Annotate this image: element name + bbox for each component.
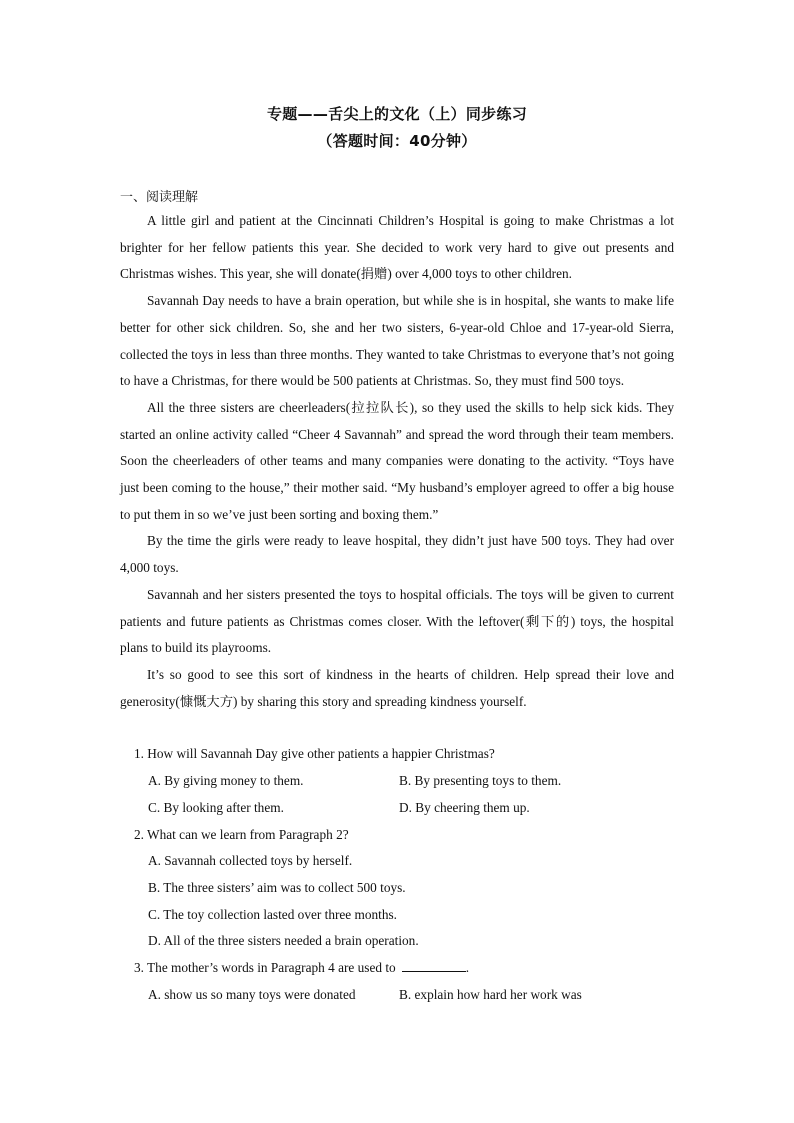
question-2-stem: 2. What can we learn from Paragraph 2? <box>134 827 349 842</box>
question-3-stem-text: 3. The mother’s words in Paragraph 4 are used to <box>134 960 396 975</box>
question-3-option-a: A. show us so many toys were donated <box>148 987 356 1002</box>
reading-passage <box>120 208 674 715</box>
question-1-option-a: A. By giving money to them. <box>148 773 304 788</box>
passage-paragraph: It’s so good to see this sort of kindness in the hearts of children. Help spread their love and generosity(慷慨大方) by sharing this story and spreading kindness yourself. <box>120 666 674 709</box>
question-3-stem <box>134 958 469 978</box>
section-heading: 一、阅读理解 <box>120 190 199 205</box>
question-1-option-c: C. By looking after them. <box>148 800 284 815</box>
question-2-option-a: A. Savannah collected toys by herself. <box>148 853 353 868</box>
question-2-option-c: C. The toy collection lasted over three months. <box>148 907 398 922</box>
document-title: 专题——舌尖上的文化（上）同步练习 <box>266 105 528 123</box>
passage-paragraph: Savannah Day needs to have a brain operation, but while she is in hospital, she wants to make life better for other sick children. So, she and her two sisters, 6-year-old Chloe and 17-year-old Sierra, collected the toys in less than three months. They wanted to take Christmas to everyone that’s not going to have a Christmas, for there would be 500 patients at Christmas. So, they must find 500 toys. <box>120 293 674 389</box>
time-limit-subtitle: （答题时间：40分钟） <box>317 132 477 150</box>
passage-paragraph: By the time the girls were ready to leave hospital, they didn’t just have 500 toys. They had over 4,000 toys. <box>120 533 674 576</box>
passage-paragraph: Savannah and her sisters presented the toys to hospital officials. The toys will be given to current patients and future patients as Christmas comes closer. With the leftover(剩下的) toys, the hospital plans to build its playrooms. <box>120 586 674 656</box>
question-1-option-b: B. By presenting toys to them. <box>399 773 562 788</box>
question-2-option-b: B. The three sisters’ aim was to collect 500 toys. <box>148 880 406 895</box>
passage-paragraph: All the three sisters are cheerleaders(拉拉队长), so they used the skills to help sick kids. They started an online activity called “Cheer 4 Savannah” and spread the word through their team members. Soon the cheerleaders of other teams and many companies were donating to the activity. “Toys have just been coming to the house,” their mother said. “My husband’s employer agreed to offer a big house to put them in so we’ve just been sorting and boxing them.” <box>120 399 674 522</box>
question-1-option-d: D. By cheering them up. <box>399 800 530 815</box>
question-3-stem-end: . <box>465 960 470 975</box>
passage-paragraph: A little girl and patient at the Cincinnati Children’s Hospital is going to make Christmas a lot brighter for her fellow patients this year. She decided to work very hard to give out presents and Christmas wishes. This year, she will donate(捐赠) over 4,000 toys to other children. <box>120 213 674 282</box>
question-1-stem: 1. How will Savannah Day give other patients a happier Christmas? <box>134 746 495 761</box>
question-3-option-b: B. explain how hard her work was <box>399 987 582 1002</box>
question-2-option-d: D. All of the three sisters needed a brain operation. <box>148 933 419 948</box>
answer-blank <box>402 959 466 972</box>
